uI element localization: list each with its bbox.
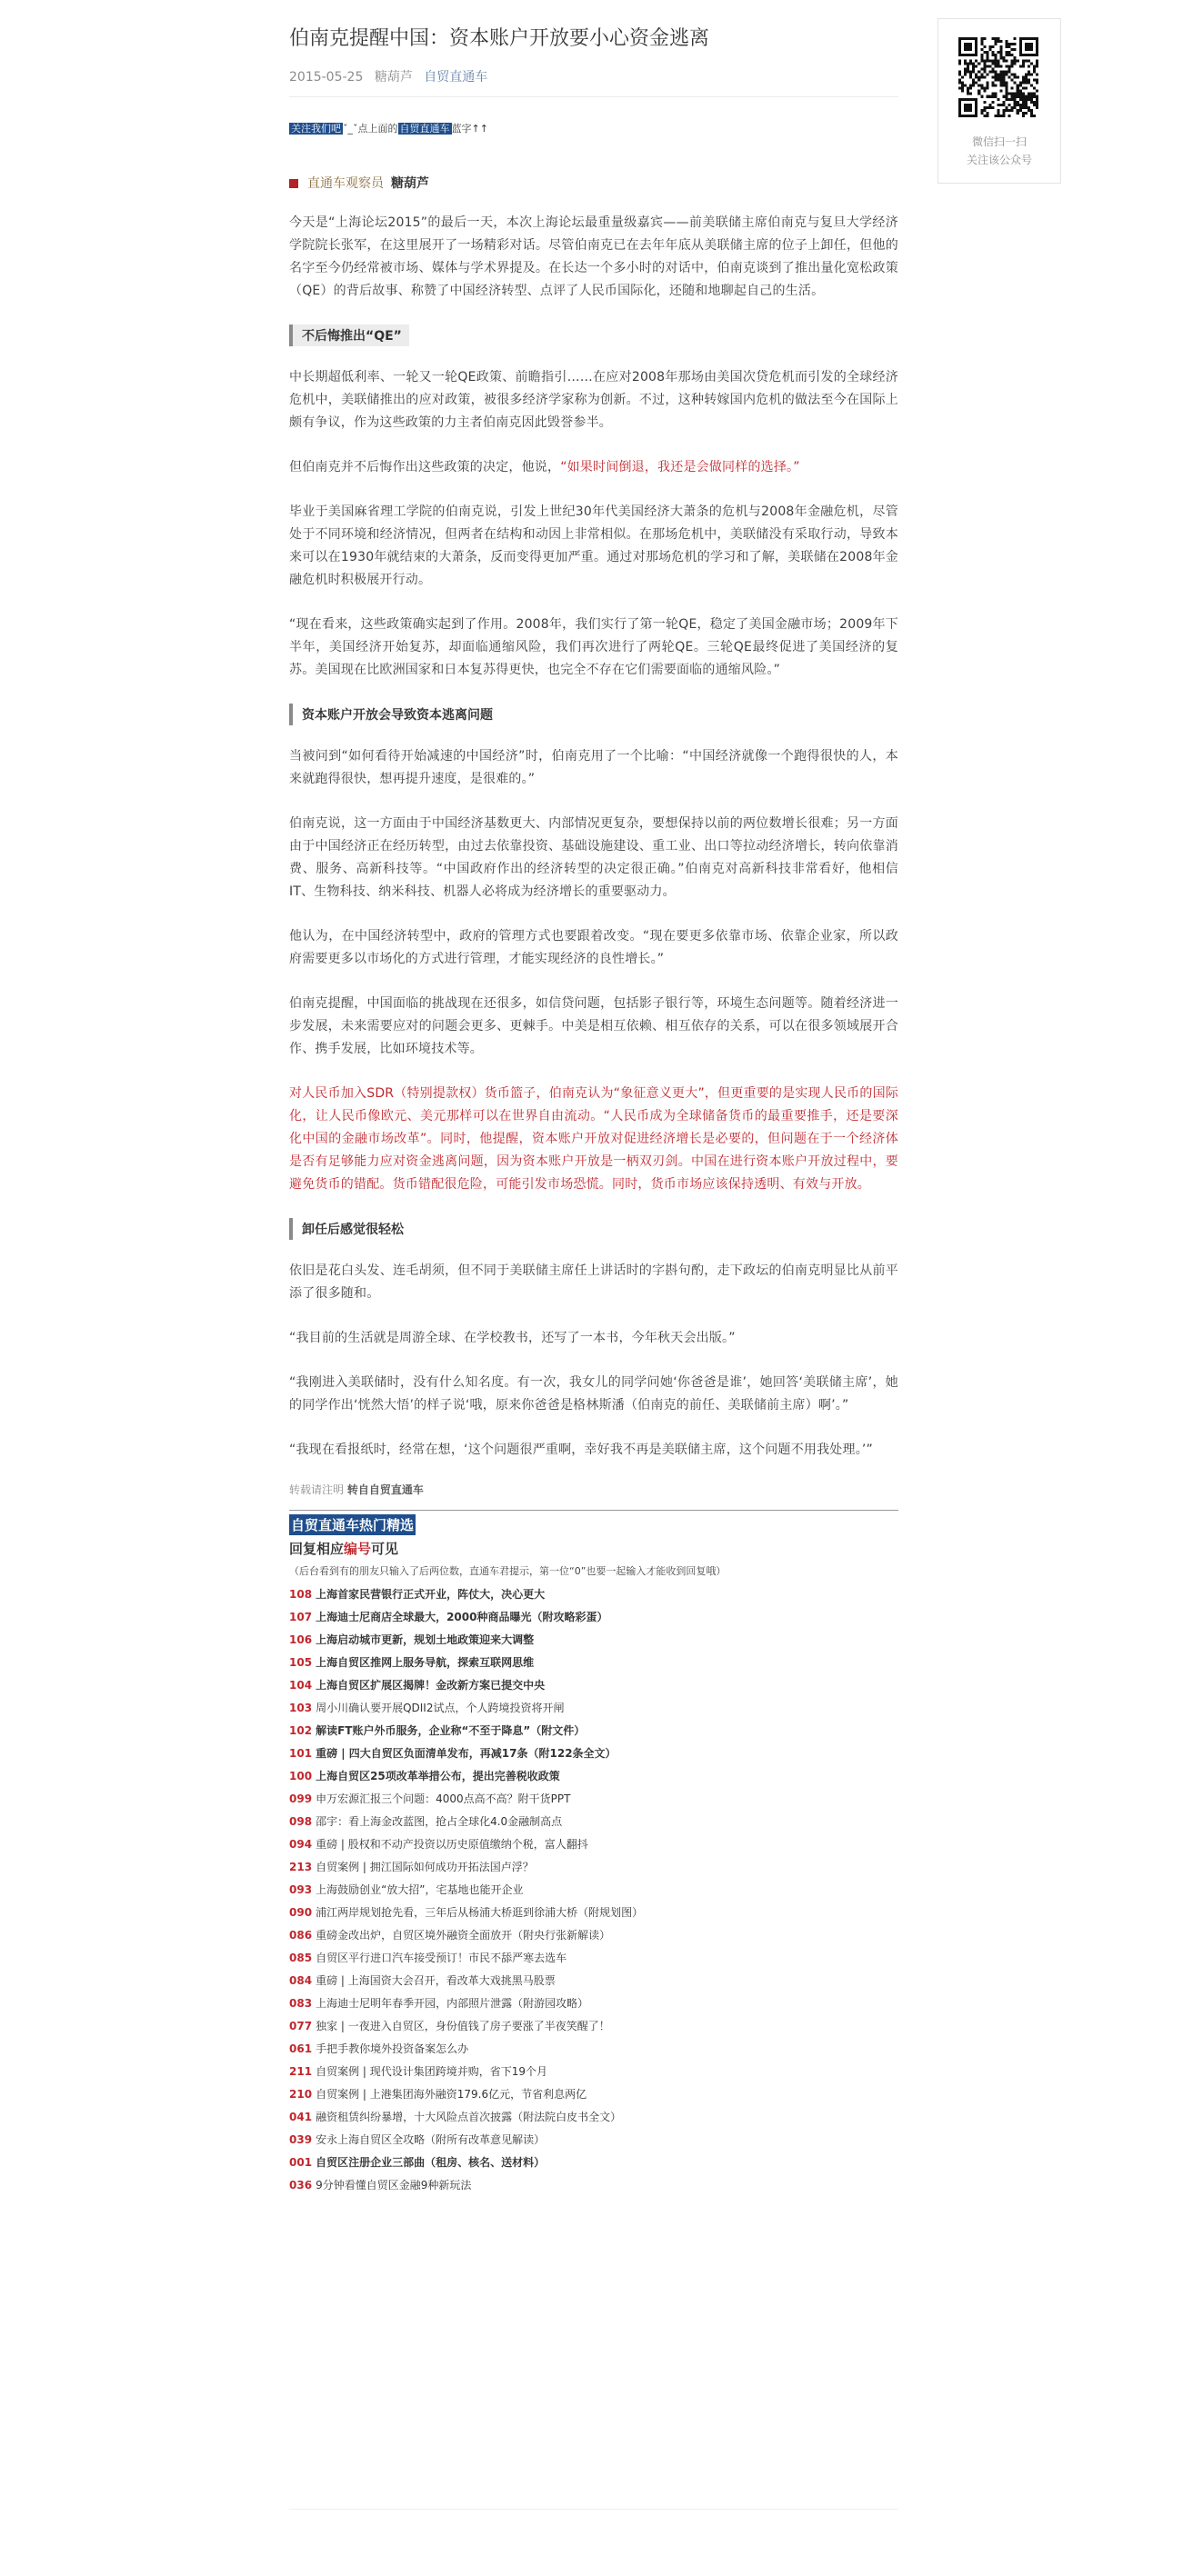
hot-list-item[interactable]	[289, 2152, 898, 2174]
follow-banner	[289, 121, 898, 135]
hot-list-item[interactable]	[289, 2174, 898, 2197]
hot-picks	[289, 1510, 898, 2197]
paragraph: 当被问到“如何看待开始减速的中国经济”时，伯南克用了一个比喻：“中国经济就像一个跑得很快的人，本来就跑得很快，想再提升速度，是很难的。”	[289, 749, 898, 786]
hot-list-item[interactable]	[289, 1606, 898, 1629]
paragraph: 毕业于美国麻省理工学院的伯南克说，引发上世纪30年代美国经济大萧条的危机与2008年金融危机，尽管处于不同环境和经济情况，但两者在结构和动因上非常相似。在那场危机中，美联储没有采取行动，导致本来可以在1930年就结束的大萧条，反而变得更加严重。通过对那场危机的学习和了解，美联储在2008年金融危机时积极展开行动。	[289, 504, 898, 587]
qr-caption: 微信扫一扫	[971, 135, 1027, 148]
paragraph: 今天是“上海论坛2015”的最后一天，本次上海论坛最重量级嘉宾——前美联储主席伯南克与复旦大学经济学院院长张军，在这里展开了一场精彩对话。尽管伯南克已在去年年底从美联储主席的位子上卸任，但他的名字至今仍经常被市场、媒体与学术界提及。在长达一个多小时的对话中，伯南克谈到了推出量化宽松政策（QE）的背后故事、称赞了中国经济转型、点评了人民币国际化，还随和地聊起自己的生活。	[289, 215, 898, 298]
hot-list-item[interactable]	[289, 2106, 898, 2129]
hot-item-title: 自贸案例 | 拥江国际如何成功开拓法国卢浮？	[316, 1861, 534, 1873]
hot-list-item[interactable]	[289, 1788, 898, 1811]
hot-list-item[interactable]	[289, 1674, 898, 1697]
hot-item-number: 103	[289, 1702, 313, 1714]
qr-caption: 关注该公众号	[966, 154, 1032, 166]
hot-item-number: 084	[289, 1974, 313, 1987]
paragraph	[289, 456, 898, 479]
hot-item-title: 上海自贸区推网上服务导航，探索互联网思维	[316, 1656, 535, 1669]
hot-list-item[interactable]	[289, 1720, 898, 1742]
hot-item-number: 210	[289, 2088, 313, 2101]
hot-list-item[interactable]	[289, 1879, 898, 1902]
hot-item-number: 099	[289, 1792, 313, 1805]
repost-label: 转载请注明	[289, 1483, 345, 1496]
hot-item-number: 077	[289, 2020, 313, 2032]
hot-item-title: 独家 | 一夜进入自贸区，身份值钱了房子要涨了半夜笑醒了！	[316, 2020, 610, 2032]
hot-list-item[interactable]	[289, 1811, 898, 1833]
hot-list-item[interactable]	[289, 1697, 898, 1720]
hot-list	[289, 1583, 898, 2197]
hot-list-item[interactable]	[289, 1970, 898, 1992]
paragraph: 伯南克提醒，中国面临的挑战现在还很多，如信贷问题，包括影子银行等，环境生态问题等。随着经济进一步发展，未来需要应对的问题会更多、更棘手。中美是相互依赖、相互依存的关系，可以在很多领域展开合作、携手发展，比如环境技术等。	[289, 996, 898, 1056]
hot-list-item[interactable]	[289, 2038, 898, 2061]
hot-list-item[interactable]	[289, 2129, 898, 2152]
paragraph: 伯南克说，这一方面由于中国经济基数更大、内部情况更复杂，要想保持以前的两位数增长很难；另一方面由于中国经济正在经历转型，由过去依靠投资、基础设施建设、重工业、出口等拉动经济增长，转向依靠消费、服务、高新科技等。“中国政府作出的经济转型的决定很正确。”伯南克对高新科技非常看好，他相信IT、生物科技、纳米科技、机器人必将成为经济增长的重要驱动力。	[289, 816, 898, 899]
hot-item-number: 104	[289, 1679, 313, 1692]
reply-hint-a: 回复相应	[289, 1541, 345, 1557]
account-link[interactable]: 自贸直通车	[424, 70, 488, 85]
follow-suffix: 蓝字↑↑	[451, 123, 488, 135]
hot-item-title: 上海迪士尼商店全球最大，2000种商品曝光（附攻略彩蛋）	[316, 1611, 608, 1623]
article	[289, 24, 898, 2212]
hot-item-number: 036	[289, 2179, 313, 2192]
hot-item-number: 105	[289, 1656, 313, 1669]
hot-list-item[interactable]	[289, 1742, 898, 1765]
hot-item-number: 098	[289, 1815, 313, 1828]
reply-hint-b: 编号	[344, 1541, 372, 1557]
reply-hint-c: 可见	[371, 1541, 399, 1557]
highlight-paragraph: 对人民币加入SDR（特别提款权）货币篮子，伯南克认为“象征意义更大”，但更重要的是实现人民币的国际化，让人民币像欧元、美元那样可以在世界自由流动。“人民币成为全球储备货币的最重要推手，还是要深化中国的金融市场改革”。同时，他提醒，资本账户开放对促进经济增长是必要的，但问题在于一个经济体是否有足够能力应对资金逃离问题，因为资本账户开放是一柄双刃剑。中国在进行资本账户开放过程中，要避免货币的错配。货币错配很危险，可能引发市场恐慌。同时，货币市场应该保持透明、有效与开放。	[289, 1086, 898, 1192]
hot-item-title: 上海首家民营银行正式开业，阵仗大，决心更大	[316, 1588, 546, 1601]
qr-panel	[937, 18, 1061, 184]
hot-list-item[interactable]	[289, 2083, 898, 2106]
hot-item-title: 申万宏源汇报三个问题：4000点高不高？附干货PPT	[316, 1792, 571, 1805]
follow-account-link[interactable]: 自贸直通车	[399, 123, 450, 135]
hot-list-item[interactable]	[289, 2061, 898, 2083]
hot-list-item[interactable]	[289, 1652, 898, 1674]
article-title: 伯南克提醒中国：资本账户开放要小心资金逃离	[289, 27, 710, 50]
paragraph: 依旧是花白头发、连毛胡须，但不同于美联储主席任上讲话时的字斟句酌，走下政坛的伯南克明显比从前平添了很多随和。	[289, 1263, 898, 1301]
hot-item-number: 106	[289, 1633, 313, 1646]
paragraph-text: 但伯南克并不后悔作出这些政策的决定，他说，	[289, 460, 561, 474]
hot-item-title: 自贸案例 | 上港集团海外融资179.6亿元，节省利息两亿	[316, 2088, 587, 2101]
repost-source: 转自自贸直通车	[346, 1483, 424, 1496]
reporter-label: 直通车观察员	[307, 176, 384, 191]
hot-item-title: 重磅金改出炉，自贸区境外融资全面放开（附央行张新解读）	[316, 1929, 611, 1942]
hot-item-number: 039	[289, 2133, 313, 2146]
paragraph: “我目前的生活就是周游全球、在学校教书，还写了一本书，今年秋天会出版。”	[289, 1331, 736, 1345]
paragraph: “我刚进入美联储时，没有什么知名度。有一次，我女儿的同学问她‘你爸爸是谁’，她回答‘美联储主席’，她的同学作出‘恍然大悟’的样子说‘哦，原来你爸爸是格林斯潘（伯南克的前任、美联储前主席）啊’。”	[289, 1375, 898, 1413]
hot-item-title: 邵宇：看上海金改蓝图，抢占全球化4.0金融制高点	[316, 1815, 563, 1828]
hot-item-title: 上海启动城市更新，规划土地政策迎来大调整	[316, 1633, 535, 1646]
reply-hint	[289, 1539, 898, 1558]
hot-item-title: 重磅 | 股权和不动产投资以历史原值缴纳个税，富人翻抖	[316, 1838, 588, 1851]
paragraph: “我现在看报纸时，经常在想，‘这个问题很严重啊，幸好我不再是美联储主席，这个问题不用我处理。’”	[289, 1443, 874, 1457]
hot-item-title: 重磅 | 四大自贸区负面清单发布，再减17条（附122条全文）	[316, 1747, 617, 1760]
hot-item-title: 手把手教你境外投资备案怎么办	[316, 2042, 469, 2055]
follow-prefix: 关注我们吧	[291, 123, 341, 135]
hot-item-title: 重磅 | 上海国资大会召开，看改革大戏挑黑马股票	[316, 1974, 556, 1987]
hot-item-number: 211	[289, 2065, 313, 2078]
hot-item-number: 086	[289, 1929, 313, 1942]
hot-item-title: 9分钟看懂自贸区金融9种新玩法	[316, 2179, 472, 2192]
repost-note	[289, 1482, 898, 1497]
hot-item-number: 001	[289, 2156, 313, 2169]
hot-item-title: 自贸区平行进口汽车接受预订！市民不舔严寒去选车	[316, 1952, 567, 1964]
hot-item-number: 083	[289, 1997, 313, 2010]
qr-code-icon	[958, 37, 1038, 117]
hot-item-number: 107	[289, 1611, 313, 1623]
hot-list-item[interactable]	[289, 2015, 898, 2038]
hot-item-number: 102	[289, 1724, 313, 1737]
hot-item-number: 108	[289, 1588, 313, 1601]
reporter-line	[289, 174, 898, 192]
hot-list-item[interactable]	[289, 1765, 898, 1788]
hot-item-title: 自贸区注册企业三部曲（租房、核名、送材料）	[316, 2156, 546, 2169]
hot-item-number: 100	[289, 1770, 313, 1782]
hot-item-number: 090	[289, 1906, 313, 1919]
hot-list-item[interactable]	[289, 1902, 898, 1924]
hot-item-title: 上海鼓励创业“放大招”，宅基地也能开企业	[316, 1883, 524, 1896]
hot-item-number: 041	[289, 2111, 313, 2123]
hot-list-item[interactable]	[289, 1583, 898, 1606]
footer-divider	[289, 2509, 898, 2510]
hot-item-title: 融资租赁纠纷暴增，十大风险点首次披露（附法院白皮书全文）	[316, 2111, 622, 2123]
hot-item-number: 093	[289, 1883, 313, 1896]
hot-item-title: 上海自贸区扩展区揭牌！金改新方案已提交中央	[316, 1679, 546, 1692]
article-meta	[289, 67, 898, 97]
reporter-name: 糖葫芦	[391, 176, 429, 191]
reply-tip: （后台看到有的朋友只输入了后两位数，直通车君提示，第一位“0”也要一起输入才能收到回复哦）	[289, 1565, 727, 1577]
hot-item-title: 自贸案例 | 现代设计集团跨境并购，省下19个月	[316, 2065, 548, 2078]
hot-list-item[interactable]	[289, 1629, 898, 1652]
hot-picks-title: 自贸直通车热门精选	[289, 1514, 416, 1535]
publish-date: 2015-05-25	[289, 70, 364, 85]
hot-list-item[interactable]	[289, 1947, 898, 1970]
section-heading: 卸任后感觉很轻松	[289, 1218, 411, 1240]
paragraph: 中长期超低利率、一轮又一轮QE政策、前瞻指引……在应对2008年那场由美国次贷危机而引发的全球经济危机中，美联储推出的应对政策，被很多经济学家称为创新。不过，这种转嫁国内危机的做法至今在国际上颇有争议，作为这些政策的力主者伯南克因此毁誉参半。	[289, 370, 898, 430]
hot-list-item[interactable]	[289, 1833, 898, 1856]
hot-item-number: 085	[289, 1952, 313, 1964]
hot-item-number: 061	[289, 2042, 313, 2055]
hot-list-item[interactable]	[289, 1856, 898, 1879]
follow-mid: ˇ_ˇ点上面的	[343, 123, 398, 135]
hot-item-title: 上海迪士尼明年春季开园，内部照片泄露（附游园攻略）	[316, 1997, 589, 2010]
hot-item-title: 浦江两岸规划抢先看，三年后从杨浦大桥逛到徐浦大桥（附规划图）	[316, 1906, 644, 1919]
red-square-icon	[289, 179, 298, 188]
author-name: 糖葫芦	[374, 70, 413, 85]
hot-item-title: 解读FT账户外币服务，企业称“不至于降息”（附文件）	[316, 1724, 586, 1737]
highlight-quote: “如果时间倒退，我还是会做同样的选择。”	[560, 460, 800, 474]
paragraph: 他认为，在中国经济转型中，政府的管理方式也要跟着改变。“现在要更多依靠市场、依靠企业家，所以政府需要更多以市场化的方式进行管理，才能实现经济的良性增长。”	[289, 929, 898, 966]
hot-item-title: 安永上海自贸区全攻略（附所有改革意见解读）	[316, 2133, 546, 2146]
hot-item-title: 周小川确认要开展QDII2试点，个人跨境投资将开闸	[316, 1702, 565, 1714]
hot-list-item[interactable]	[289, 1924, 898, 1947]
paragraph: “现在看来，这些政策确实起到了作用。2008年，我们实行了第一轮QE，稳定了美国金融市场；2009年下半年，美国经济开始复苏，却面临通缩风险，我们再次进行了两轮QE。三轮QE最终促进了美国经济的复苏。美国现在比欧洲国家和日本复苏得更快，也完全不存在它们需要面临的通缩风险。”	[289, 617, 898, 677]
hot-item-title: 上海自贸区25项改革举措公布，提出完善税收政策	[316, 1770, 560, 1782]
hot-list-item[interactable]	[289, 1992, 898, 2015]
section-heading: 资本账户开放会导致资本逃离问题	[289, 704, 500, 725]
hot-item-number: 094	[289, 1838, 313, 1851]
hot-item-number: 213	[289, 1861, 313, 1873]
section-heading: 不后悔推出“QE”	[289, 324, 409, 346]
hot-item-number: 101	[289, 1747, 313, 1760]
